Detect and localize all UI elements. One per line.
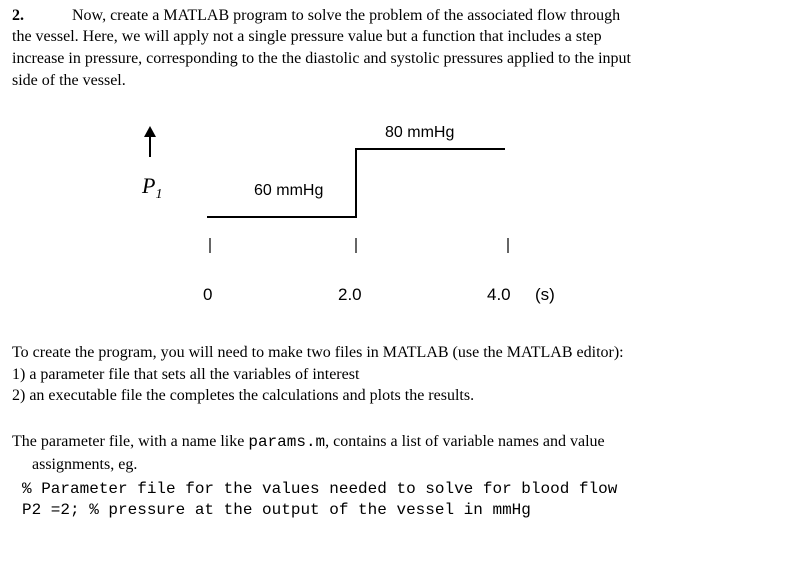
step-pressure-line (207, 149, 505, 217)
param-paragraph-line-2: assignments, eg. (32, 456, 138, 473)
instruction-item-2: 2) an executable file the completes the calculations and plots the results. (12, 387, 475, 404)
instruction-item-1: 1) a parameter file that sets all the variables of interest (12, 366, 360, 383)
y-axis-label: $P_1$ (142, 173, 163, 202)
param-text-after: , contains a list of variable names and value (325, 433, 605, 450)
intro-line-3: increase in pressure, corresponding to the the diastolic and systolic pressures applied to the input (12, 50, 631, 67)
code-line-1: % Parameter file for the values needed to solve for blood flow (22, 480, 618, 498)
tick-label-4: 4.0 (487, 285, 511, 304)
intro-line-2: the vessel. Here, we will apply not a single pressure value but a function that includes a step (12, 28, 602, 45)
unit-label: (s) (535, 285, 555, 304)
intro-line-1: Now, create a MATLAB program to solve the problem of the associated flow through (72, 7, 621, 24)
instructions-intro: To create the program, you will need to make two files in MATLAB (use the MATLAB editor): (12, 344, 624, 361)
param-text-before: The parameter file, with a name like (12, 433, 249, 450)
tick-label-2: 2.0 (338, 285, 362, 304)
high-pressure-label: 80 mmHg (385, 124, 455, 141)
intro-line-4: side of the vessel. (12, 72, 126, 89)
code-line-2: P2 =2; % pressure at the output of the vessel in mmHg (22, 501, 531, 519)
y-axis-arrow-head (144, 126, 156, 137)
low-pressure-label: 60 mmHg (254, 182, 324, 199)
param-filename: params.m (248, 433, 326, 451)
tick-label-0: 0 (203, 285, 213, 304)
param-paragraph-line-1 (12, 432, 605, 452)
problem-number: 2. (12, 7, 24, 24)
